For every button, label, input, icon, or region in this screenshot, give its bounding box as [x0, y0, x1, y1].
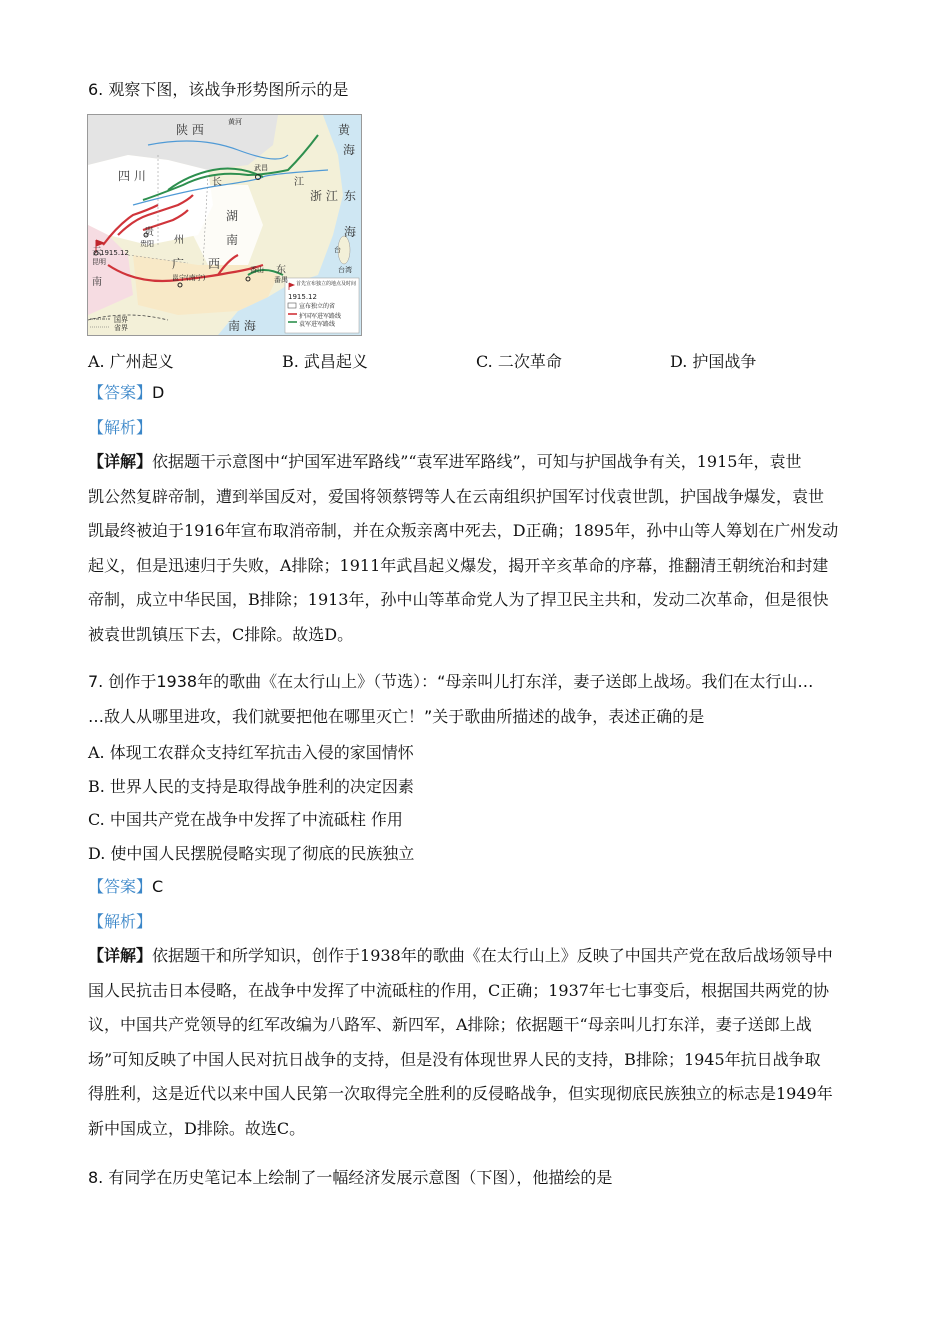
map-label-xi: 西	[208, 257, 221, 271]
q6-detail-tag: 【详解】	[88, 452, 153, 471]
q7-detail-line: 新中国成立，D排除。故选C。	[88, 1118, 306, 1138]
q7-option-c: C. 中国共产党在战争中发挥了中流砥柱 作用	[88, 810, 403, 829]
q7-detail-line: 国人民抗击日本侵略，在战争中发挥了中流砥柱的作用，C正确；1937年七七事变后，根据国共两党的协	[88, 980, 829, 1000]
q7-detail-line: 依据题干和所学知识，创作于1938年的歌曲《在太行山上》反映了中国共产党在敌后战场领导中	[152, 946, 833, 965]
map-label-taiwan2: 台	[334, 246, 341, 254]
q7-detail-line: 场”可知反映了中国人民对抗日战争的支持，但是没有体现世界人民的支持，B排除；1945年抗日战争取	[88, 1049, 821, 1069]
q7-stem-line1: 7. 创作于1938年的歌曲《在太行山上》（节选）：“母亲叫儿打东洋，妻子送郎上战场。我们在太行山…	[88, 672, 814, 691]
map-label-shaanxi: 陕 西	[176, 123, 204, 137]
map-legend-date: 1915.12	[288, 293, 317, 301]
q6-detail	[88, 445, 864, 652]
map-legend-indep: 宣布独立的省	[299, 303, 336, 310]
map-label-hai2: 海	[344, 225, 357, 239]
q6-detail-line: 起义，但是迅速归于失败，A排除；1911年武昌起义爆发，揭开辛亥革命的序幕，推翻清王朝统治和封建	[88, 555, 829, 575]
map-label-gui: 贵	[144, 227, 154, 238]
q6-answer	[88, 383, 164, 403]
q7-stem-line2: …敌人从哪里进攻，我们就要把他在哪里灭亡！”关于歌曲所描述的战争，表述正确的是	[88, 707, 705, 726]
map-label-nanhai: 南 海	[228, 319, 256, 333]
q6-option-c: C. 二次革命	[476, 352, 562, 371]
q7-answer-tag: 【答案】	[88, 877, 153, 896]
q6-detail-line: 凯最终被迫于1916年宣布取消帝制，并在众叛亲离中死去，D正确；1895年，孙中山等人筹划在广州发动	[88, 521, 839, 540]
q6-answer-tag: 【答案】	[88, 383, 153, 402]
map-label-guiyang: 贵阳	[140, 240, 154, 248]
map-label-yun: 云	[92, 247, 102, 258]
q7-option-b: B. 世界人民的支持是取得战争胜利的决定因素	[88, 777, 414, 796]
map-label-hu: 湖	[226, 209, 239, 223]
q6-stem: 6. 观察下图，该战争形势图所示的是	[88, 80, 349, 99]
q6-detail-line: 帝制，成立中华民国，B排除；1913年，孙中山等革命党人为了捍卫民主共和，发动二次革命，但是很快	[88, 590, 829, 609]
q8-stem: 8. 有同学在历史笔记本上绘制了一幅经济发展示意图（下图），他描绘的是	[88, 1168, 613, 1187]
map-label-dong: 东	[344, 189, 357, 203]
map-legend-yuan: 袁军进军路线	[299, 321, 336, 328]
map-label-dong2: 东	[276, 265, 286, 276]
map-label-taiwan: 台湾	[338, 266, 352, 274]
q7-detail-line: 议，中国共产党领导的红军改编为八路军、新四军，A排除；依据题干“母亲叫儿打东洋，妻子送郎上战	[88, 1015, 812, 1034]
map-legend-province: 省界	[114, 324, 128, 332]
map-label-wuchang: 武昌	[254, 164, 268, 172]
q7-option-d: D. 使中国人民摆脱侵略实现了彻底的民族独立	[88, 844, 415, 863]
war-situation-map	[87, 114, 362, 336]
map-label-nan1: 南	[226, 233, 239, 247]
q7-detail-line: 得胜利，这是近代以来中国人民第一次取得完全胜利的反侵略战争，但实现彻底民族独立的标志是1949年	[88, 1084, 833, 1103]
map-label-panyu: 番禺	[274, 276, 288, 284]
map-label-sichuan: 四 川	[118, 169, 146, 183]
map-label-chang: 长	[212, 177, 222, 188]
q7-detail-tag: 【详解】	[88, 946, 153, 965]
map-label-huanghe: 黄河	[228, 118, 242, 126]
q7-answer-value: C	[152, 877, 164, 896]
q6-detail-line: 凯公然复辟帝制，遭到举国反对，爱国将领蔡锷等人在云南组织护国军讨伐袁世凯，护国战争爆发，袁世	[88, 486, 825, 506]
q7-analysis-tag: 【解析】	[88, 912, 153, 931]
map-label-huang: 黄	[338, 123, 351, 137]
map-label-guang: 广	[172, 257, 185, 271]
map-legend-hgj: 护国军进军路线	[299, 313, 342, 320]
q6-option-b: B. 武昌起义	[282, 352, 368, 371]
map-label-kunming: 昆明	[92, 258, 106, 266]
q6-detail-line: 依据题干示意图中“护国军进军路线”“袁军进军路线”，可知与护国战争有关，1915年，袁世	[152, 452, 802, 471]
map-label-nanning: 邕宁(南宁)	[172, 274, 206, 282]
q7-option-a: A. 体现工农群众支持红军抗击入侵的家国情怀	[88, 743, 414, 762]
q6-option-a: A. 广州起义	[88, 352, 174, 371]
map-label-jiang: 江	[294, 177, 304, 188]
map-label-hai1: 海	[343, 143, 356, 157]
q7-detail	[88, 939, 864, 1146]
map-label-nan2: 南	[92, 277, 102, 288]
q7-answer	[88, 877, 163, 897]
map-label-zhejiang: 浙 江	[310, 189, 338, 203]
q6-detail-line: 被袁世凯镇压下去，C排除。故选D。	[88, 624, 354, 644]
map-label-xiangshan: 香山	[250, 266, 264, 274]
q6-analysis-tag: 【解析】	[88, 418, 153, 437]
map-legend-first: 首先宣布独立的地点及时间	[296, 281, 357, 287]
q6-option-d: D. 护国战争	[670, 352, 757, 371]
map-label-zhou: 州	[174, 235, 184, 246]
q6-answer-value: D	[152, 383, 165, 402]
map-legend-border: 国界	[114, 316, 128, 324]
map-label-date1: 1915.12	[100, 249, 129, 257]
